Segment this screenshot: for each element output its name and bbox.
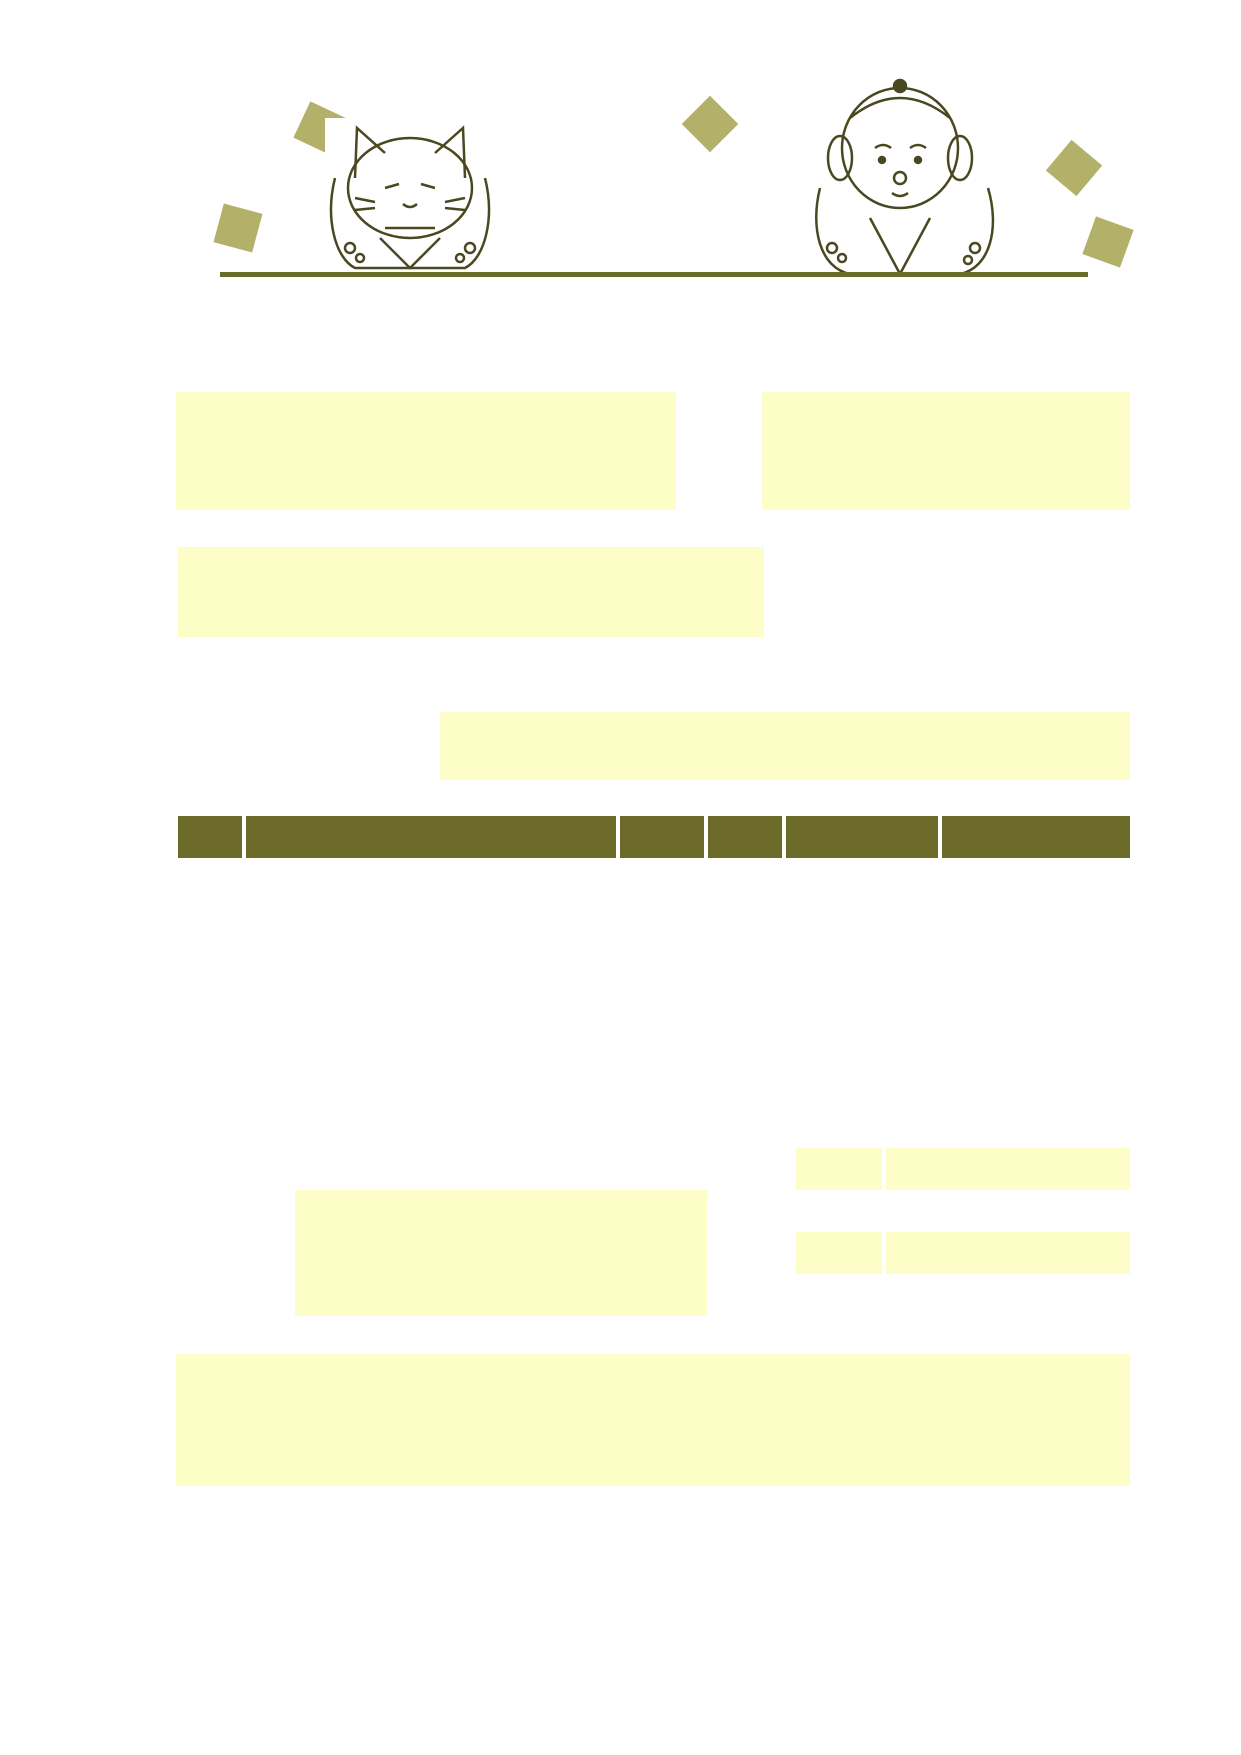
sender-info-field[interactable] [762, 392, 1130, 510]
table-header-amount [942, 816, 1130, 858]
recipient-name-field[interactable] [178, 547, 764, 637]
table-header-no [178, 816, 242, 858]
decor-diamond [214, 204, 263, 253]
table-header-quantity [620, 816, 704, 858]
table-header-unit [786, 816, 938, 858]
maneki-cat-illustration [325, 118, 495, 278]
total-field[interactable] [886, 1232, 1130, 1274]
subtotal-label-cell [796, 1148, 882, 1190]
table-header-item [246, 816, 616, 858]
total-label-cell [796, 1232, 882, 1274]
fukusuke-doll-illustration [810, 78, 1010, 278]
table-header-unit-price [708, 816, 782, 858]
decor-diamond [1046, 140, 1102, 196]
invoice-amount-field[interactable] [440, 712, 1130, 780]
bank-account-field[interactable] [295, 1190, 707, 1316]
decor-diamond [1082, 216, 1133, 267]
recipient-address-field[interactable] [176, 392, 676, 510]
header-rule [220, 272, 1088, 277]
remarks-field[interactable] [176, 1354, 1130, 1486]
subtotal-field[interactable] [886, 1148, 1130, 1190]
decor-diamond [682, 96, 739, 153]
